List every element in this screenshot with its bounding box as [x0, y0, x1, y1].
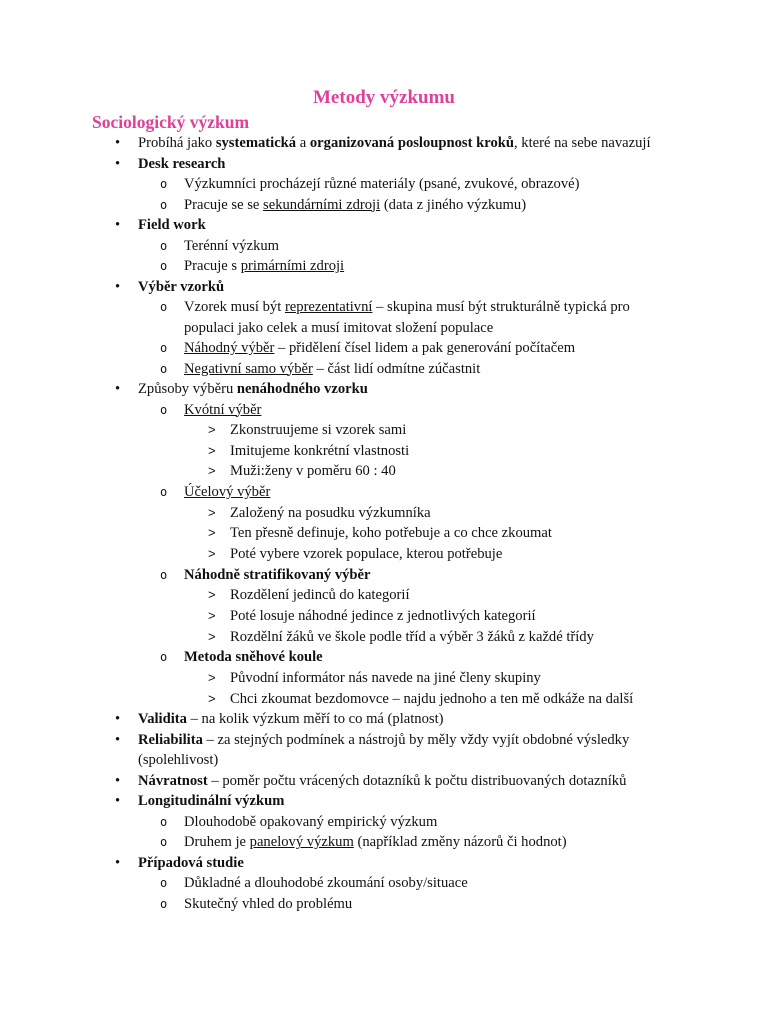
detail-item: > Imitujeme konkrétní vlastnosti — [0, 441, 768, 462]
main-list — [0, 133, 768, 914]
sub-bullet-marker: o — [160, 567, 168, 582]
list-item-label: Field work — [138, 217, 206, 233]
arrow-marker: > — [208, 587, 216, 603]
sub-list-item: o Náhodně stratifikovaný výběr > Rozdělení jedinců do kategorií > Poté losuje náhodné jedince z jednotlivých kategorií > Rozdělní žáků ve škole podle tříd a výběr 3 žáků z každé třídy — [0, 565, 768, 648]
arrow-marker: > — [208, 463, 216, 479]
sub-list-item: o Skutečný vhled do problému — [0, 894, 768, 915]
detail-item: > Chci zkoumat bezdomovce – najdu jednoho a ten mě odkáže na další — [0, 689, 768, 710]
sub-list-item: o Negativní samo výběr – část lidí odmítne zúčastnit — [0, 359, 768, 380]
arrow-marker: > — [208, 546, 216, 562]
list-item — [0, 277, 768, 380]
sub-bullet-marker: o — [160, 259, 168, 273]
detail-item: > Založený na posudku výzkumníka — [0, 503, 768, 524]
sub-list-item: o Důkladné a dlouhodobé zkoumání osoby/situace — [0, 873, 768, 894]
sub-list-item: o Dlouhodobě opakovaný empirický výzkum — [0, 812, 768, 833]
bullet-marker: • — [115, 217, 121, 233]
section-heading: Sociologický výzkum — [92, 112, 250, 132]
list-item-label: Longitudinální výzkum — [138, 793, 285, 810]
sub-list-item: o Náhodný výběr – přidělení čísel lidem a pak generování počítačem — [0, 338, 768, 359]
sub-list-item: o Pracuje se se sekundárními zdroji (data z jiného výzkumu) — [0, 195, 768, 216]
list-item — [0, 853, 768, 915]
sub-bullet-marker: o — [160, 361, 168, 376]
arrow-marker: > — [208, 669, 216, 685]
arrow-marker: > — [208, 690, 216, 706]
sub-list-item: o Vzorek musí být reprezentativní – skupina musí být strukturálně typická pro populaci jako celek a musí imitovat složení populace — [160, 299, 630, 336]
sub-bullet-marker: o — [160, 402, 168, 417]
arrow-marker: > — [208, 607, 216, 623]
bullet-marker: • — [115, 711, 121, 728]
sub-bullet-marker: o — [160, 835, 168, 850]
detail-item: > Rozdělení jedinců do kategorií — [0, 585, 768, 606]
document-title: Metody výzkumu — [313, 87, 455, 108]
sub-list-item: o Účelový výběr > Založený na posudku výzkumníka > Ten přesně definuje, koho potřebuje a co chce zkoumat > Poté vybere vzorek populace, kterou potřebuje — [0, 482, 768, 565]
sub-bullet-marker: o — [160, 485, 168, 500]
detail-item: > Rozdělní žáků ve škole podle tříd a výběr 3 žáků z každé třídy — [0, 627, 768, 648]
arrow-marker: > — [208, 442, 216, 458]
bullet-marker: • — [115, 731, 121, 748]
list-item-label: Případová studie — [138, 854, 244, 871]
sub-bullet-marker: o — [160, 177, 168, 191]
list-item — [0, 154, 768, 216]
list-item — [0, 791, 768, 853]
sub-bullet-marker: o — [160, 238, 168, 253]
list-item-label: Výběr vzorků — [138, 278, 225, 295]
list-item-text: Validita – na kolik výzkum měří to co má (platnost) — [138, 711, 444, 728]
sub-list-item: o Pracuje s primárními zdroji — [0, 256, 768, 277]
list-item-text: Probíhá jako systematická a organizovaná posloupnost kroků, které na sebe navazují — [138, 135, 651, 151]
sub-bullet-marker: o — [160, 650, 168, 665]
bullet-marker: • — [115, 135, 121, 151]
sub-list-item: o Kvótní výběr > Zkonstruujeme si vzorek sami > Imitujeme konkrétní vlastnosti > Muži:ženy v poměru 60 : 40 — [0, 400, 768, 483]
detail-item: > Zkonstruujeme si vzorek sami — [0, 420, 768, 441]
arrow-marker: > — [208, 628, 216, 644]
bullet-marker: • — [115, 772, 121, 789]
sub-bullet-marker: o — [160, 341, 168, 355]
list-item — [0, 709, 768, 730]
sub-bullet-marker: o — [160, 300, 168, 314]
sub-bullet-marker: o — [160, 896, 168, 911]
sub-list-item: o Druhem je panelový výzkum (například změny názorů či hodnot) — [0, 832, 768, 853]
sub-bullet-marker: o — [160, 197, 168, 212]
detail-item: > Původní informátor nás navede na jiné členy skupiny — [0, 668, 768, 689]
list-item — [0, 133, 768, 154]
bullet-marker: • — [115, 155, 121, 172]
detail-item: > Poté losuje náhodné jedince z jednotlivých kategorií — [0, 606, 768, 627]
bullet-marker: • — [115, 793, 121, 810]
sub-bullet-marker: o — [160, 876, 168, 891]
detail-item: > Muži:ženy v poměru 60 : 40 — [0, 461, 768, 482]
arrow-marker: > — [208, 525, 216, 541]
sub-list-item: o Výzkumníci procházejí různé materiály (psané, zvukové, obrazové) — [0, 174, 768, 195]
detail-item: > Ten přesně definuje, koho potřebuje a co chce zkoumat — [0, 523, 768, 544]
list-item — [0, 215, 768, 277]
arrow-marker: > — [208, 422, 216, 437]
sub-list-item: o Metoda sněhové koule > Původní informátor nás navede na jiné členy skupiny > Chci zkoumat bezdomovce – najdu jednoho a ten mě odkáže na další — [0, 647, 768, 709]
list-item-label: Desk research — [138, 155, 226, 172]
list-item — [0, 730, 768, 771]
detail-item: > Poté vybere vzorek populace, kterou potřebuje — [0, 544, 768, 565]
sub-list-item: o Terénní výzkum — [0, 236, 768, 257]
arrow-marker: > — [208, 504, 216, 520]
bullet-marker: • — [115, 854, 121, 871]
bullet-marker: • — [115, 381, 121, 397]
list-item-text: Reliabilita – za stejných podmínek a nástrojů by měly vždy vyjít obdobné výsledky (spolehlivost) — [138, 731, 630, 769]
list-item-text: Způsoby výběru nenáhodného vzorku — [138, 381, 368, 397]
list-item — [0, 771, 768, 792]
sub-bullet-marker: o — [160, 814, 168, 829]
list-item-text: Návratnost – poměr počtu vrácených dotazníků k počtu distribuovaných dotazníků — [138, 772, 627, 789]
list-item — [0, 379, 768, 709]
bullet-marker: • — [115, 278, 121, 295]
